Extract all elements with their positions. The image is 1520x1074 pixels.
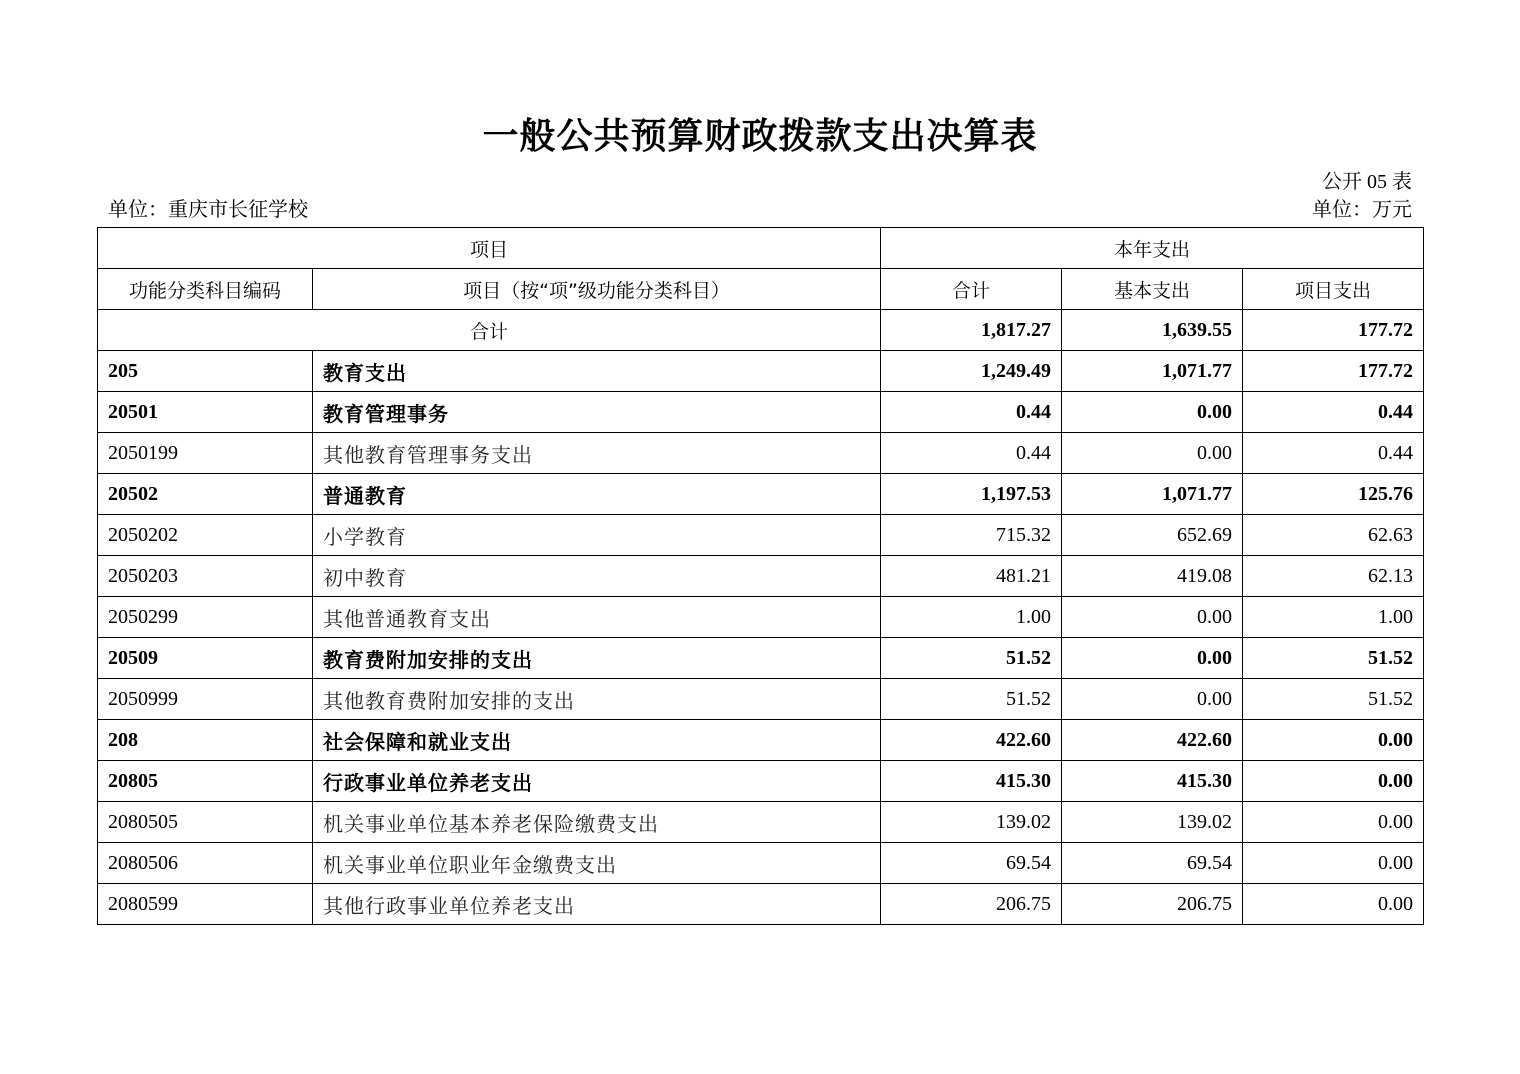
header-row-2: [98, 269, 1424, 310]
row-project: 51.52: [1243, 638, 1424, 679]
row-code: 2050299: [98, 597, 313, 638]
row-code: 20805: [98, 761, 313, 802]
row-project: 62.13: [1243, 556, 1424, 597]
row-project: 62.63: [1243, 515, 1424, 556]
row-total: 206.75: [881, 884, 1062, 925]
row-basic: 422.60: [1062, 720, 1243, 761]
table-row: [98, 843, 1424, 884]
row-total: 69.54: [881, 843, 1062, 884]
row-basic: 0.00: [1062, 392, 1243, 433]
row-basic: 1,071.77: [1062, 351, 1243, 392]
table-row: [98, 761, 1424, 802]
row-basic: 1,071.77: [1062, 474, 1243, 515]
row-basic: 415.30: [1062, 761, 1243, 802]
row-project: 0.44: [1243, 392, 1424, 433]
row-total: 415.30: [881, 761, 1062, 802]
total-basic: 1,639.55: [1062, 310, 1243, 351]
row-project: 1.00: [1243, 597, 1424, 638]
header-project-expense: 项目支出: [1243, 269, 1424, 310]
row-code: 2050199: [98, 433, 313, 474]
row-name: 初中教育: [313, 556, 881, 597]
row-name: 行政事业单位养老支出: [313, 761, 881, 802]
table-row: [98, 433, 1424, 474]
header-item: 项目（按“项”级功能分类科目）: [313, 269, 881, 310]
currency-unit: 单位：万元: [1312, 199, 1412, 221]
row-project: 125.76: [1243, 474, 1424, 515]
row-code: 205: [98, 351, 313, 392]
row-name: 其他行政事业单位养老支出: [313, 884, 881, 925]
row-code: 20502: [98, 474, 313, 515]
row-basic: 0.00: [1062, 433, 1243, 474]
row-total: 715.32: [881, 515, 1062, 556]
row-name: 社会保障和就业支出: [313, 720, 881, 761]
row-basic: 0.00: [1062, 597, 1243, 638]
row-total: 481.21: [881, 556, 1062, 597]
row-basic: 419.08: [1062, 556, 1243, 597]
row-name: 普通教育: [313, 474, 881, 515]
table-row: [98, 884, 1424, 925]
header-code: 功能分类科目编码: [98, 269, 313, 310]
row-total: 0.44: [881, 392, 1062, 433]
row-code: 208: [98, 720, 313, 761]
row-basic: 652.69: [1062, 515, 1243, 556]
row-name: 教育管理事务: [313, 392, 881, 433]
row-code: 20509: [98, 638, 313, 679]
row-basic: 69.54: [1062, 843, 1243, 884]
row-name: 其他普通教育支出: [313, 597, 881, 638]
row-name: 机关事业单位职业年金缴费支出: [313, 843, 881, 884]
header-row-1: [98, 228, 1424, 269]
row-project: 0.00: [1243, 720, 1424, 761]
row-code: 2050202: [98, 515, 313, 556]
row-project: 0.00: [1243, 761, 1424, 802]
row-name: 机关事业单位基本养老保险缴费支出: [313, 802, 881, 843]
expenditure-table: [97, 227, 1424, 925]
table-row: [98, 597, 1424, 638]
row-name: 小学教育: [313, 515, 881, 556]
table-row: [98, 351, 1424, 392]
row-total: 1.00: [881, 597, 1062, 638]
row-project: 0.44: [1243, 433, 1424, 474]
row-name: 教育支出: [313, 351, 881, 392]
row-total: 422.60: [881, 720, 1062, 761]
table-row: [98, 720, 1424, 761]
row-name: 其他教育管理事务支出: [313, 433, 881, 474]
total-project: 177.72: [1243, 310, 1424, 351]
row-project: 0.00: [1243, 884, 1424, 925]
row-name: 其他教育费附加安排的支出: [313, 679, 881, 720]
table-row: [98, 515, 1424, 556]
row-basic: 0.00: [1062, 638, 1243, 679]
row-basic: 206.75: [1062, 884, 1243, 925]
row-project: 51.52: [1243, 679, 1424, 720]
row-code: 20501: [98, 392, 313, 433]
total-row: [98, 310, 1424, 351]
total-amount: 1,817.27: [881, 310, 1062, 351]
table-row: [98, 802, 1424, 843]
header-total: 合计: [881, 269, 1062, 310]
reporting-unit: 单位：重庆市长征学校: [108, 199, 308, 221]
header-current-year: 本年支出: [881, 228, 1424, 269]
table-row: [98, 474, 1424, 515]
total-label: 合计: [98, 310, 881, 351]
row-name: 教育费附加安排的支出: [313, 638, 881, 679]
row-code: 2080505: [98, 802, 313, 843]
row-code: 2050203: [98, 556, 313, 597]
row-basic: 139.02: [1062, 802, 1243, 843]
table-row: [98, 638, 1424, 679]
table-row: [98, 679, 1424, 720]
row-code: 2050999: [98, 679, 313, 720]
row-project: 0.00: [1243, 843, 1424, 884]
row-project: 177.72: [1243, 351, 1424, 392]
header-basic: 基本支出: [1062, 269, 1243, 310]
row-total: 1,197.53: [881, 474, 1062, 515]
row-code: 2080506: [98, 843, 313, 884]
row-total: 0.44: [881, 433, 1062, 474]
row-total: 51.52: [881, 638, 1062, 679]
page-title: 一般公共预算财政拨款支出决算表: [482, 116, 1038, 157]
table-row: [98, 392, 1424, 433]
header-project: 项目: [98, 228, 881, 269]
row-total: 51.52: [881, 679, 1062, 720]
table-row: [98, 556, 1424, 597]
form-number: 公开 05 表: [1322, 171, 1412, 193]
row-project: 0.00: [1243, 802, 1424, 843]
row-total: 139.02: [881, 802, 1062, 843]
row-basic: 0.00: [1062, 679, 1243, 720]
row-code: 2080599: [98, 884, 313, 925]
row-total: 1,249.49: [881, 351, 1062, 392]
